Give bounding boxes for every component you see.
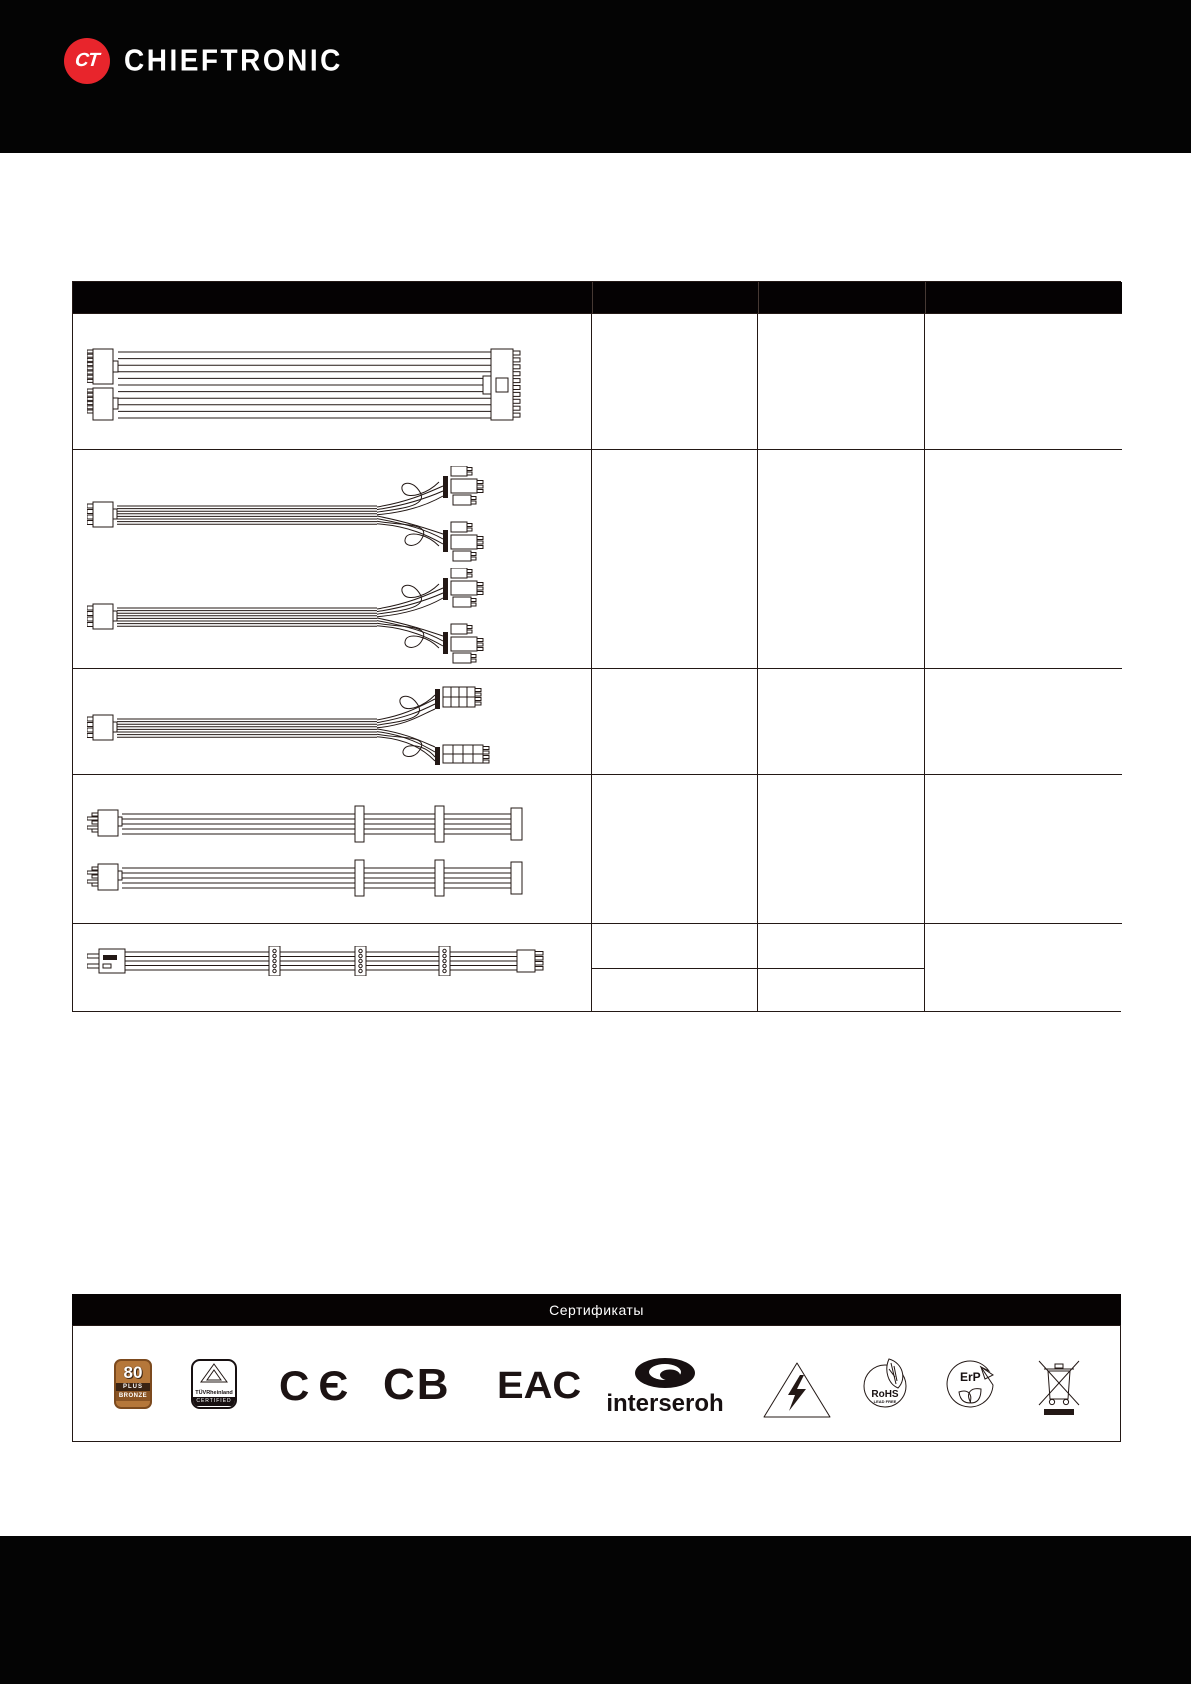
- 80-plus-number: 80: [123, 1363, 143, 1382]
- certificates-title: Сертификаты: [549, 1301, 644, 1318]
- table-cell-empty: [592, 314, 758, 450]
- sata-power-cable-icon: [87, 805, 531, 843]
- eac-mark: EAC: [496, 1365, 582, 1407]
- table-row: [73, 924, 592, 1011]
- table-cell-empty: [592, 669, 758, 775]
- table-row: [73, 450, 592, 669]
- table-header-cell-2: [592, 282, 758, 314]
- certificates-box: [72, 1325, 1121, 1442]
- table-subcell: [758, 924, 925, 969]
- pcie-6plus2pin-cable-icon: [87, 568, 507, 664]
- cable-table: [72, 281, 1121, 1012]
- 80-plus-word: PLUS: [116, 1383, 150, 1391]
- table-subcell: [592, 924, 758, 969]
- table-cell-empty: [925, 314, 1122, 450]
- interseroh-word: interseroh: [606, 1390, 724, 1417]
- bottom-footer-band: [0, 1536, 1191, 1684]
- ce-mark: CЄ: [279, 1362, 358, 1409]
- brand-lockup: [64, 38, 343, 84]
- brand-wordmark: CHIEFTRONIC: [124, 43, 343, 78]
- table-header-cell-4: [925, 282, 1122, 314]
- rohs-lead-free-logo: [859, 1357, 911, 1416]
- molex-peripheral-cable-icon: [73, 924, 605, 1033]
- monogram-letters: CT: [74, 50, 100, 71]
- sata-power-cable-icon: [87, 859, 531, 897]
- table-cell-empty: [758, 669, 925, 775]
- table-row: [73, 314, 592, 450]
- eps-4plus4pin-cpu-cable-icon: [73, 669, 605, 790]
- erp-logo: [945, 1359, 997, 1416]
- cb-mark: CB: [383, 1360, 451, 1409]
- table-cell-empty: [925, 450, 1122, 669]
- high-voltage-warning-icon: [761, 1359, 833, 1426]
- table-cell-empty: [758, 314, 925, 450]
- table-header-cell-3: [758, 282, 925, 314]
- table-cell-empty: [925, 669, 1122, 775]
- rohs-word: RoHS: [871, 1389, 899, 1400]
- table-cell-empty: [758, 450, 925, 669]
- tuv-triangle-icon: [193, 1361, 235, 1385]
- erp-word: ErP: [960, 1370, 981, 1384]
- pcie-6plus2pin-cables: [73, 450, 605, 684]
- rohs-lead-free: LEAD FREE: [873, 1399, 897, 1404]
- table-cell-empty: [925, 775, 1122, 924]
- weee-crossed-bin-icon: [1035, 1357, 1083, 1422]
- top-brand-band: [0, 0, 1191, 153]
- interseroh-oval-icon: [632, 1356, 698, 1392]
- certificates-title-band: [72, 1294, 1121, 1325]
- tuv-rheinland-certified-logo: [191, 1359, 237, 1409]
- table-subcell: [758, 969, 925, 1011]
- pcie-6plus2pin-cable-icon: [87, 466, 507, 562]
- table-row: [73, 775, 592, 924]
- tuv-name: TÜVRheinland: [195, 1390, 233, 1396]
- tuv-certified: CERTIFIED: [193, 1397, 235, 1406]
- table-cell-empty: [592, 775, 758, 924]
- table-row: [73, 669, 592, 775]
- 80-plus-bronze-logo: [114, 1359, 152, 1409]
- 80-plus-bronze-word: BRONZE: [116, 1391, 150, 1401]
- chieftronic-monogram-icon: [64, 38, 110, 84]
- table-subcell: [592, 969, 758, 1011]
- interseroh-logo: [599, 1356, 731, 1416]
- table-cell-empty: [925, 924, 1122, 1011]
- table-cell-empty: [758, 775, 925, 924]
- table-header-cell-1: [73, 282, 592, 314]
- table-cell-empty: [592, 450, 758, 669]
